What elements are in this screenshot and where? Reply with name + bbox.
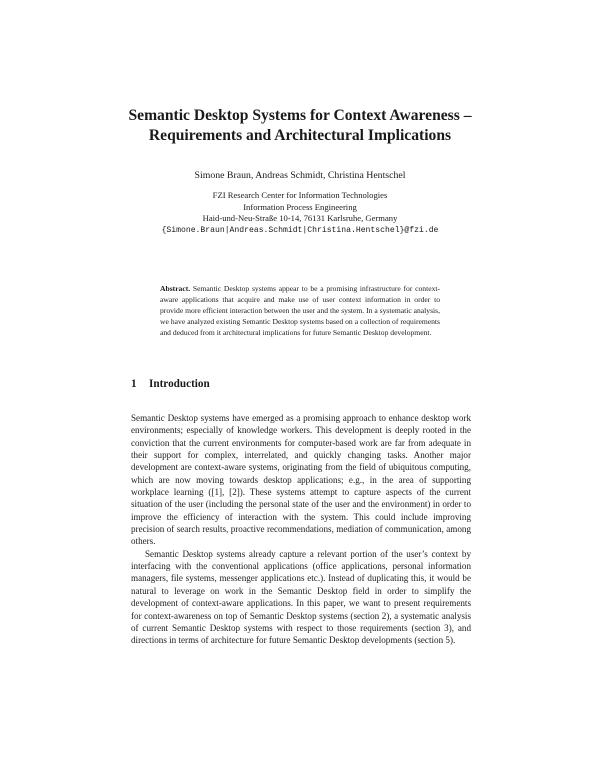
affiliation-address: Haid-und-Neu-Straße 10-14, 76131 Karlsruhe, Germany (202, 213, 398, 224)
body-paragraph: Semantic Desktop systems have emerged as a promising approach to enhance desktop work environments; especially of knowledge workers. This development is deeply rooted in the conviction that the current environments for computer-based work are far from adequate in their support for complex, interrelated, and quickly changing tasks. Another major development are context-aware systems, originating from the field of ubiquitous computing, which are now moving towards desktop applications; e.g., in the area of supporting workplace learning ([1], [2]). These systems attempt to capture aspects of the current situation of the user (including the personal state of the user and the environment) in order to improve the efficiency of interaction with the system. This could include improving precision of search results, proactive recommendations, mediation of communication, among others. (131, 413, 471, 547)
author-list: Simone Braun, Andreas Schmidt, Christina Hentschel (194, 170, 406, 181)
title-line-2: Requirements and Architectural Implications (148, 127, 452, 144)
abstract-label: Abstract. (160, 284, 191, 293)
title-line-1: Semantic Desktop Systems for Context Awareness – (128, 107, 472, 124)
paper-title (60, 106, 540, 146)
section-heading (131, 377, 210, 391)
affiliation-block (60, 190, 540, 236)
affiliation-department: Information Process Engineering (243, 201, 357, 212)
section-title: Introduction (149, 378, 210, 390)
abstract-block (160, 283, 440, 338)
body-paragraph: Semantic Desktop systems already capture a relevant portion of the user’s context by interfacing with the conventional applications (office applications, personal information managers, file systems, messenger applications etc.). Instead of duplicating this, it would be natural to leverage on work in the Semantic Desktop field in order to simplify the development of context-aware applications. In this paper, we want to present requirements for context-awareness on top of Semantic Desktop systems (section 2), a systematic analysis of current Semantic Desktop systems with respect to those requirements (section 3), and directions in terms of architecture for future Semantic Desktop developments (section 5). (131, 548, 471, 646)
section-number: 1 (131, 378, 137, 390)
affiliation-institute: FZI Research Center for Information Technologies (212, 190, 388, 200)
section-body (131, 412, 471, 647)
author-email: {Simone.Braun|Andreas.Schmidt|Christina.Hentschel}@fzi.de (161, 225, 439, 235)
abstract-text: Semantic Desktop systems appear to be a promising infrastructure for context-aware applications that acquire and make use of user context information in order to provide more efficient interaction between the user and the system. In a systematic analysis, we have analyzed existing Semantic Desktop systems based on a collection of requirements and deduced from it architectural implications for future Semantic Desktop development. (160, 284, 441, 338)
